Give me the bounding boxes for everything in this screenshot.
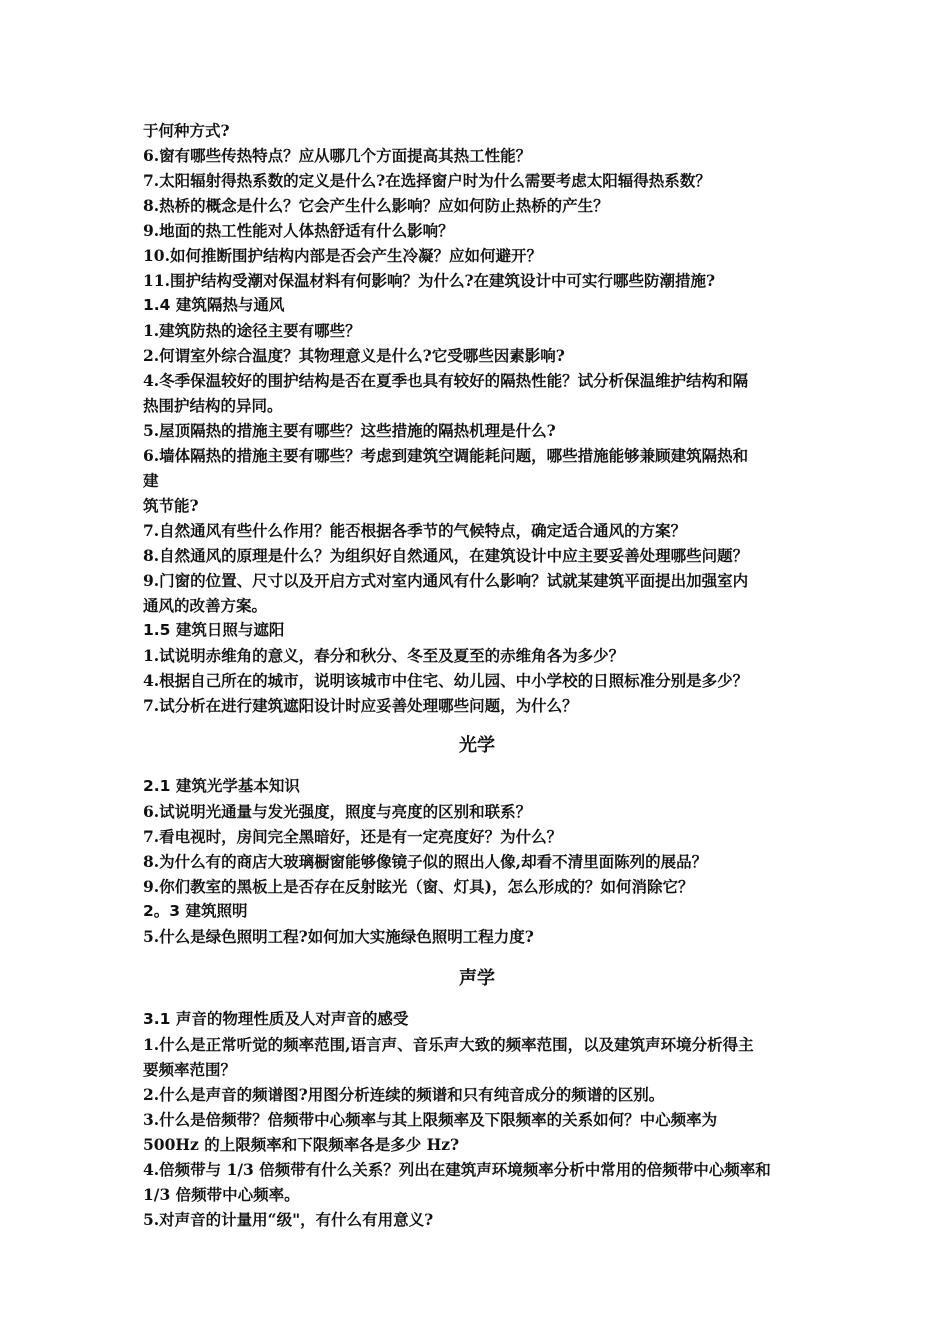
- question-3-1-1-line1: 1.什么是正常听觉的频率范围,语言声、音乐声大致的频率范围，以及建筑声环境分析得主: [143, 1035, 754, 1054]
- question-1-4-2: 2.何谓室外综合温度？其物理意义是什么?它受哪些因素影响?: [143, 346, 565, 365]
- question-1-5-1: 1.试说明赤维角的意义，春分和秋分、冬至及夏至的赤维角各为多少？: [143, 646, 625, 665]
- question-1-4-6-line1: 6.墙体隔热的措施主要有哪些？考虑到建筑空调能耗问题，哪些措施能够兼顾建筑隔热和: [143, 446, 749, 465]
- question-1-3-7: 7.太阳辐射得热系数的定义是什么?在选择窗户时为什么需要考虑太阳辐得热系数？: [143, 171, 711, 190]
- chapter-title-optics: 光学: [459, 735, 495, 756]
- question-1-4-5: 5.屋顶隔热的措施主要有哪些？这些措施的隔热机理是什么?: [143, 421, 556, 440]
- section-heading-1-4: 1.4 建筑隔热与通风: [143, 296, 285, 314]
- question-1-4-7: 7.自然通风有些什么作用？能否根据各季节的气候特点，确定适合通风的方案？: [143, 521, 687, 540]
- question-1-4-9-line1: 9.门窗的位置、尺寸以及开启方式对室内通风有什么影响？试就某建筑平面提出加强室内: [143, 571, 749, 590]
- question-1-4-8: 8.自然通风的原理是什么？为组织好自然通风，在建筑设计中应主要妥善处理哪些问题？: [143, 546, 749, 565]
- question-3-1-2: 2.什么是声音的频谱图?用图分析连续的频谱和只有纯音成分的频谱的区别。: [143, 1085, 665, 1104]
- question-2-1-6: 6.试说明光通量与发光强度，照度与亮度的区别和联系？: [143, 802, 532, 821]
- question-2-3-5: 5.什么是绿色照明工程?如何加大实施绿色照明工程力度?: [143, 927, 534, 946]
- question-1-3-8: 8.热桥的概念是什么？它会产生什么影响？应如何防止热桥的产生？: [143, 196, 609, 215]
- question-2-1-8: 8.为什么有的商店大玻璃橱窗能够像镜子似的照出人像,却看不清里面陈列的展品？: [143, 852, 708, 871]
- section-heading-2-3: 2。3 建筑照明: [143, 902, 248, 920]
- question-1-4-6-line3: 筑节能?: [143, 496, 199, 515]
- question-3-1-3-line1: 3.什么是倍频带？倍频带中心频率与其上限频率及下限频率的关系如何？中心频率为: [143, 1110, 718, 1129]
- question-3-1-5: 5.对声音的计量用“级"，有什么有用意义?: [143, 1210, 434, 1229]
- document-body: [143, 118, 811, 1232]
- question-1-4-1: 1.建筑防热的途径主要有哪些？: [143, 321, 361, 340]
- section-heading-3-1: 3.1 声音的物理性质及人对声音的感受: [143, 1010, 409, 1028]
- question-1-3-11: 11.围护结构受潮对保温材料有何影响？为什么?在建筑设计中可实行哪些防潮措施?: [143, 271, 716, 290]
- question-1-4-9-line2: 通风的改善方案。: [143, 596, 268, 615]
- question-1-5-4: 4.根据自己所在的城市，说明该城市中住宅、幼儿园、中小学校的日照标准分别是多少？: [143, 671, 749, 690]
- question-3-1-4-line2: 1/3 倍频带中心频率。: [143, 1185, 300, 1204]
- question-3-1-1-line2: 要频率范围？: [143, 1060, 237, 1079]
- question-1-3-9: 9.地面的热工性能对人体热舒适有什么影响？: [143, 221, 454, 240]
- question-3-1-3-line2: 500Hz 的上限频率和下限频率各是多少 Hz?: [143, 1135, 460, 1154]
- question-1-4-4-line1: 4.冬季保温较好的围护结构是否在夏季也具有较好的隔热性能？试分析保温维护结构和隔: [143, 371, 749, 390]
- question-2-1-9: 9.你们教室的黑板上是否存在反射眩光（窗、灯具)，怎么形成的？如何消除它？: [143, 877, 694, 896]
- chapter-title-acoustics: 声学: [459, 968, 495, 989]
- section-heading-1-5: 1.5 建筑日照与遮阳: [143, 621, 285, 639]
- question-1-4-4-line2: 热围护结构的异同。: [143, 396, 283, 415]
- question-1-4-6-line2: 建: [143, 471, 159, 490]
- section-heading-2-1: 2.1 建筑光学基本知识: [143, 777, 300, 795]
- question-1-5-7: 7.试分析在进行建筑遮阳设计时应妥善处理哪些问题，为什么？: [143, 696, 578, 715]
- continued-text: 于何种方式?: [143, 121, 230, 140]
- question-1-3-10: 10.如何推断围护结构内部是否会产生冷凝？应如何避开？: [143, 246, 542, 265]
- question-1-3-6: 6.窗有哪些传热特点？应从哪几个方面提高其热工性能？: [143, 146, 532, 165]
- question-2-1-7: 7.看电视时，房间完全黑暗好，还是有一定亮度好？为什么？: [143, 827, 563, 846]
- question-3-1-4-line1: 4.倍频带与 1/3 倍频带有什么关系？列出在建筑声环境频率分析中常用的倍频带中心频率和: [143, 1160, 771, 1179]
